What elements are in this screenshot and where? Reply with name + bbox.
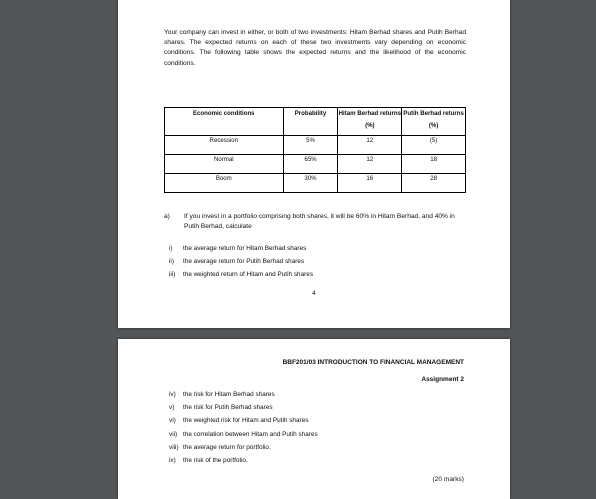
intro-paragraph: Your company can invest in either, or both of two investments: Hitam Berhad shares and Putih Berhad shares. The expected returns on each of these two investments vary depending on economic conditions. The following table shows the expected returns and the likelihood of the economic conditions. <box>164 29 466 67</box>
header-probability: Probability <box>283 108 338 136</box>
returns-table <box>164 107 466 193</box>
cell-condition: Normal <box>165 155 284 174</box>
document-page-5 <box>118 339 510 499</box>
item-text: the correlation between Hitam and Putih shares <box>183 430 318 438</box>
cell-probability: 5% <box>283 136 338 155</box>
cell-putih: 18 <box>402 155 466 174</box>
item-number: ii) <box>169 258 174 266</box>
marks-label: (20 marks) <box>432 476 464 483</box>
document-page-4 <box>118 0 510 328</box>
table-row <box>165 155 466 174</box>
item-number: ix) <box>169 456 176 464</box>
table-row <box>165 174 466 193</box>
item-number: i) <box>169 245 173 252</box>
item-text: the average return for Putih Berhad shares <box>183 258 305 266</box>
question-a-text: If you invest in a portfolio comprising both shares, it will be 60% in Hitam Berhad, and 40% in Putih Berhad, calculate <box>184 213 455 231</box>
cell-condition: Boom <box>165 174 284 193</box>
item-number: viii) <box>169 443 179 451</box>
cell-condition: Recession <box>165 136 284 155</box>
item-number: vi) <box>169 417 176 425</box>
cell-hitam: 12 <box>338 136 402 155</box>
item-number: iv) <box>169 391 176 398</box>
question-a-label: a) <box>164 213 170 220</box>
item-text: the risk for Putih Berhad shares <box>183 404 273 412</box>
item-number: v) <box>169 404 175 412</box>
header-hitam-returns: Hitam Berhad returns (%) <box>338 108 402 136</box>
cell-hitam: 16 <box>338 174 402 193</box>
header-putih-returns: Putih Berhad returns (%) <box>402 108 466 136</box>
cell-hitam: 12 <box>338 155 402 174</box>
item-text: the average return for Hitam Berhad shares <box>183 245 307 252</box>
cell-probability: 65% <box>283 155 338 174</box>
cell-putih: (5) <box>402 136 466 155</box>
assignment-header: Assignment 2 <box>421 376 464 383</box>
item-number: vii) <box>169 430 178 438</box>
page-number: 4 <box>312 290 316 297</box>
table-row <box>165 136 466 155</box>
cell-putih: 28 <box>402 174 466 193</box>
table-header-row <box>165 108 466 136</box>
item-text: the risk for Hitam Berhad shares <box>183 391 275 398</box>
item-text: the weighted return of Hitam and Putih shares <box>183 271 314 279</box>
item-text: the risk of the portfolio. <box>183 456 248 464</box>
header-economic-conditions: Economic conditions <box>165 108 284 136</box>
course-header: BBF201/03 INTRODUCTION TO FINANCIAL MANAGEMENT <box>282 359 464 366</box>
item-text: the weighted risk for Hitam and Putih shares <box>183 417 309 425</box>
item-text: the average return for portfolio. <box>183 443 271 451</box>
item-number: iii) <box>169 271 176 279</box>
cell-probability: 30% <box>283 174 338 193</box>
